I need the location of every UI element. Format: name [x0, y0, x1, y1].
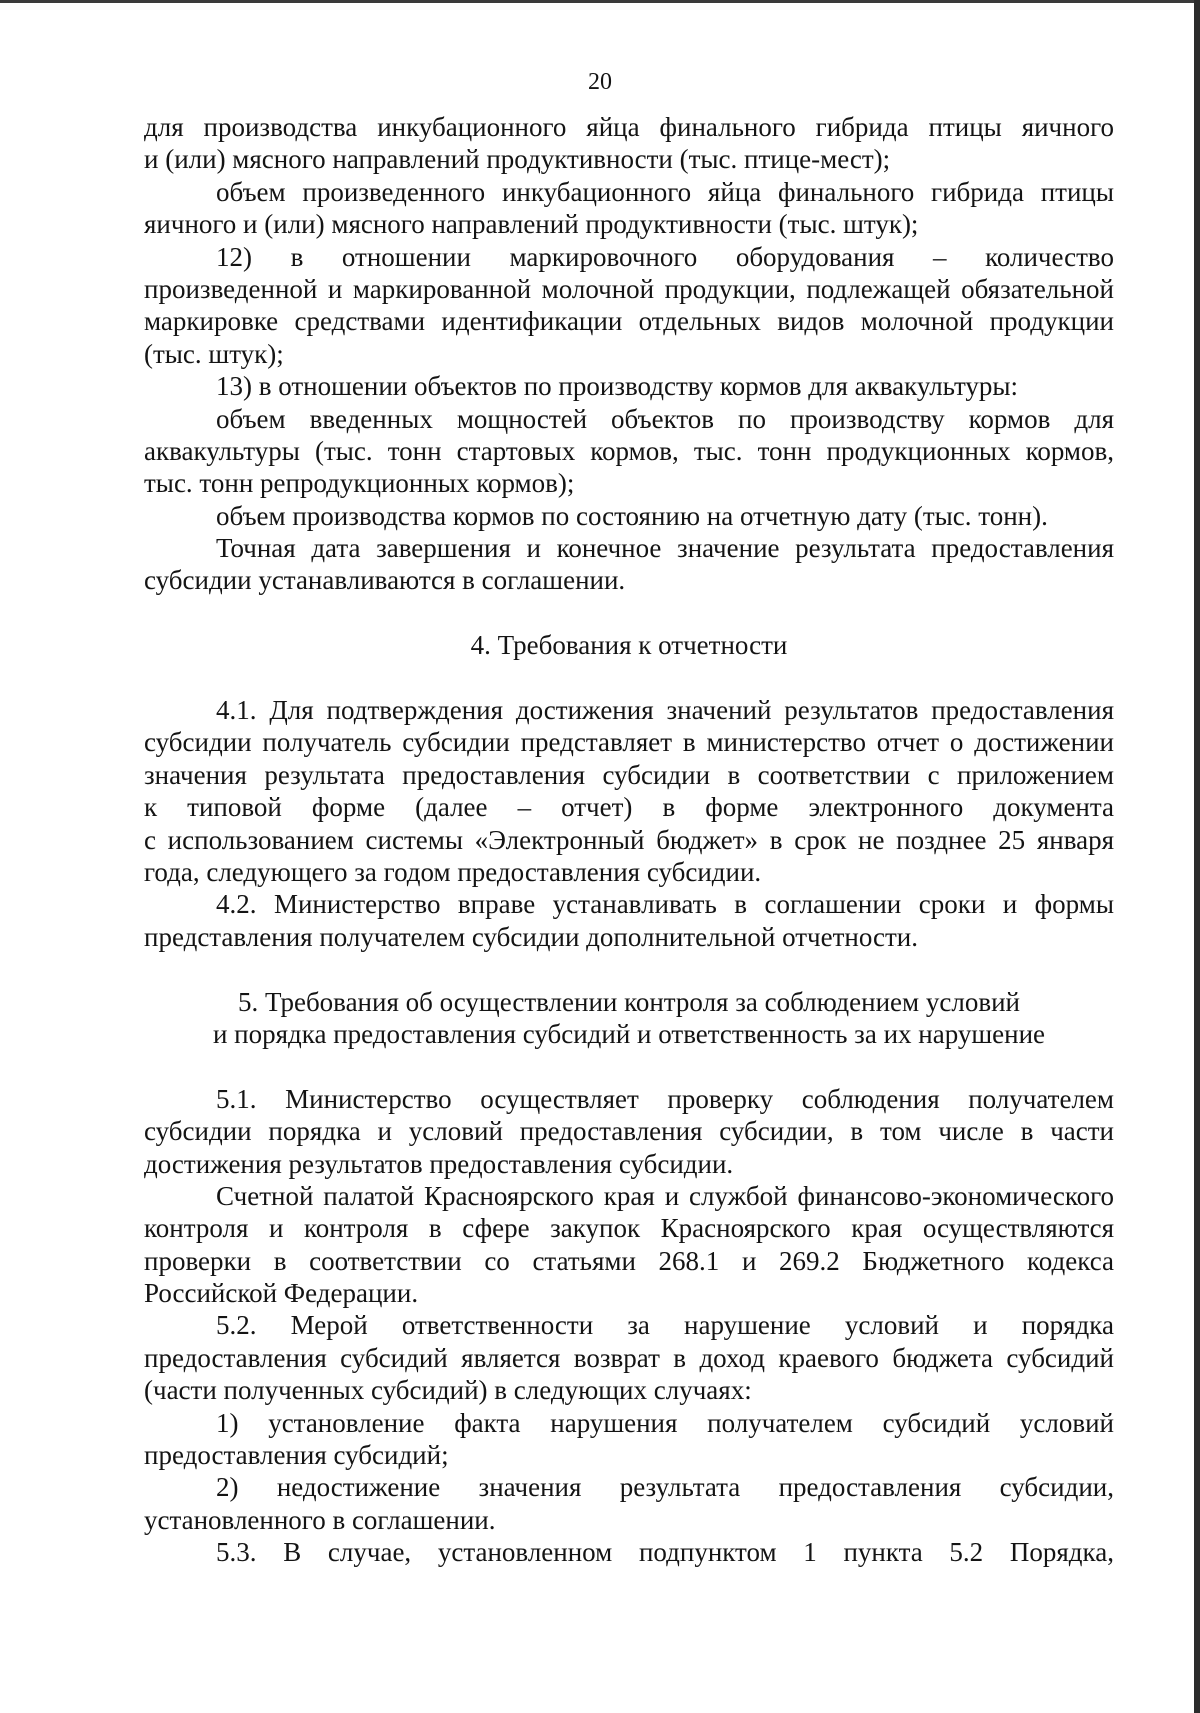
text-line: к типовой форме (далее – отчет) в форме электронного документа	[144, 792, 1114, 823]
text-line: 5.2. Мерой ответственности за нарушение условий и порядка	[216, 1310, 1114, 1341]
text-line: года, следующего за годом предоставления субсидии.	[144, 856, 762, 887]
text-line: установленного в соглашении.	[144, 1504, 496, 1535]
text-line: Точная дата завершения и конечное значение результата предоставления	[216, 533, 1114, 564]
document-body	[144, 111, 1114, 1569]
text-line: с использованием системы «Электронный бюджет» в срок не позднее 25 января	[144, 824, 1114, 855]
text-line: контроля и контроля в сфере закупок Красноярского края осуществляются	[144, 1213, 1114, 1244]
text-line: объем произведенного инкубационного яйца финального гибрида птицы	[216, 176, 1114, 207]
text-line: 4.1. Для подтверждения достижения значений результатов предоставления	[216, 695, 1114, 726]
text-line: субсидии порядка и условий предоставления субсидии, в том числе в части	[144, 1116, 1114, 1147]
scan-edge-right	[1194, 0, 1200, 1713]
spacer	[144, 597, 1114, 629]
text-line: аквакультуры (тыс. тонн стартовых кормов, тыс. тонн продукционных кормов,	[144, 435, 1114, 466]
section-heading-5: 5. Требования об осуществлении контроля за соблюдением условий	[238, 986, 1020, 1017]
spacer	[144, 1050, 1114, 1082]
text-line: достижения результатов предоставления субсидии.	[144, 1148, 734, 1179]
text-line: (тыс. штук);	[144, 338, 284, 369]
text-line: маркировке средствами идентификации отдельных видов молочной продукции	[144, 306, 1114, 337]
scan-edge-top	[0, 0, 1200, 3]
text-line: 5.3. В случае, установленном подпунктом 1 пункта 5.2 Порядка,	[216, 1537, 1114, 1568]
text-line: проверки в соответствии со статьями 268.1 и 269.2 Бюджетного кодекса	[144, 1245, 1114, 1276]
text-line: Российской Федерации.	[144, 1278, 419, 1309]
text-line: произведенной и маркированной молочной продукции, подлежащей обязательной	[144, 273, 1114, 304]
text-line: представления получателем субсидии дополнительной отчетности.	[144, 921, 918, 952]
text-line: 2) недостижение значения результата предоставления субсидии,	[216, 1472, 1114, 1503]
text-line: значения результата предоставления субсидии в соответствии с приложением	[144, 759, 1114, 790]
text-line: тыс. тонн репродукционных кормов);	[144, 468, 575, 499]
text-line: объем введенных мощностей объектов по производству кормов для	[216, 403, 1114, 434]
text-line: 12) в отношении маркировочного оборудования – количество	[216, 241, 1114, 272]
text-line: Счетной палатой Красноярского края и службой финансово-экономического	[216, 1180, 1114, 1211]
section-heading-5: и порядка предоставления субсидий и ответственность за их нарушение	[212, 1018, 1046, 1049]
text-line: (части полученных субсидий) в следующих случаях:	[144, 1375, 752, 1406]
text-line: и (или) мясного направлений продуктивности (тыс. птице-мест);	[144, 144, 891, 175]
text-line: яичного и (или) мясного направлений продуктивности (тыс. штук);	[144, 209, 919, 240]
text-line: 13) в отношении объектов по производству кормов для аквакультуры:	[216, 371, 1019, 402]
text-line: 4.2. Министерство вправе устанавливать в соглашении сроки и формы	[216, 889, 1114, 920]
text-line: объем производства кормов по состоянию на отчетную дату (тыс. тонн).	[216, 500, 1048, 531]
text-line: субсидии получатель субсидии представляет в министерство отчет о достижении	[144, 727, 1114, 758]
text-line: для производства инкубационного яйца финального гибрида птицы яичного	[144, 112, 1114, 142]
text-line: 1) установление факта нарушения получателем субсидий условий	[216, 1407, 1114, 1438]
page-number: 20	[588, 69, 612, 95]
text-line: 5.1. Министерство осуществляет проверку соблюдения получателем	[216, 1083, 1114, 1114]
spacer	[144, 953, 1114, 985]
spacer	[144, 662, 1114, 694]
text-line: предоставления субсидий;	[144, 1440, 449, 1471]
text-line: предоставления субсидий является возврат в доход краевого бюджета субсидий	[144, 1342, 1114, 1373]
section-heading-4: 4. Требования к отчетности	[470, 630, 788, 661]
text-line: субсидии устанавливаются в соглашении.	[144, 565, 626, 596]
